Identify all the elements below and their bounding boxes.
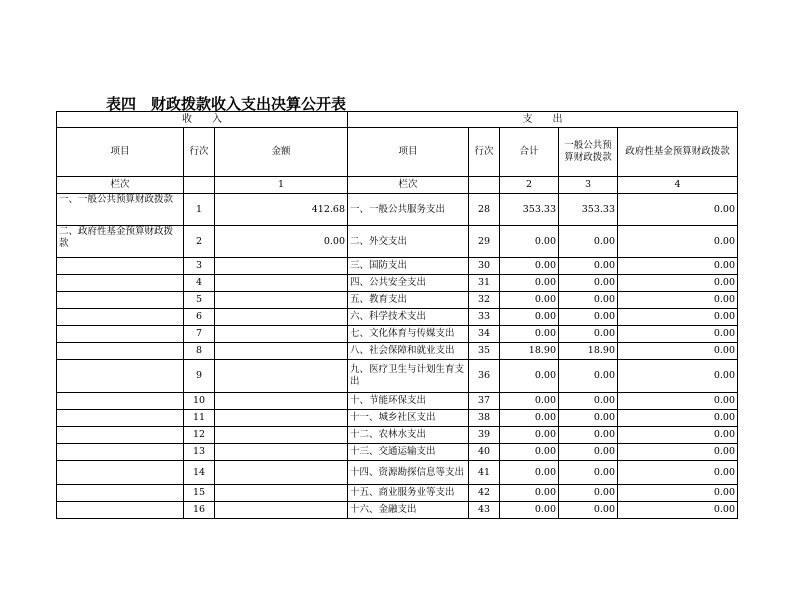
total-cell: 0.00 (500, 258, 559, 275)
expense-line-cell: 28 (469, 194, 500, 226)
income-line-empty (184, 177, 215, 194)
fund-col-no: 4 (618, 177, 738, 194)
income-amount-header: 金额 (215, 128, 348, 177)
income-line-cell: 6 (184, 309, 215, 326)
gov-fund-cell: 0.00 (618, 393, 738, 410)
table-row (57, 226, 738, 258)
total-cell: 0.00 (500, 410, 559, 427)
expense-line-cell: 38 (469, 410, 500, 427)
expense-item-cell: 十、节能环保支出 (348, 393, 469, 410)
total-cell: 0.00 (500, 326, 559, 343)
table-row (57, 343, 738, 360)
total-cell: 0.00 (500, 461, 559, 485)
expense-line-cell: 30 (469, 258, 500, 275)
expense-item-cell: 十六、金融支出 (348, 502, 469, 519)
income-item-cell (57, 258, 184, 275)
table-row (57, 292, 738, 309)
income-item-cell (57, 427, 184, 444)
income-line-cell: 14 (184, 461, 215, 485)
gov-fund-cell: 0.00 (618, 485, 738, 502)
general-budget-cell: 0.00 (559, 393, 618, 410)
income-item-cell (57, 502, 184, 519)
income-amount-cell (215, 485, 348, 502)
total-cell: 18.90 (500, 343, 559, 360)
gov-fund-cell: 0.00 (618, 427, 738, 444)
general-budget-cell: 0.00 (559, 485, 618, 502)
income-item-cell (57, 410, 184, 427)
expense-line-cell: 41 (469, 461, 500, 485)
expense-item-cell: 十四、资源勘探信息等支出 (348, 461, 469, 485)
expense-item-cell: 一、一般公共服务支出 (348, 194, 469, 226)
gov-fund-cell: 0.00 (618, 444, 738, 461)
income-line-cell: 13 (184, 444, 215, 461)
expense-item-cell: 九、医疗卫生与计划生育支出 (348, 360, 469, 393)
expense-line-cell: 35 (469, 343, 500, 360)
income-line-header: 行次 (184, 128, 215, 177)
gov-fund-cell: 0.00 (618, 258, 738, 275)
expense-column-label: 栏次 (348, 177, 469, 194)
header-row-column-numbers (57, 177, 738, 194)
income-line-cell: 8 (184, 343, 215, 360)
total-cell: 0.00 (500, 427, 559, 444)
expense-line-cell: 34 (469, 326, 500, 343)
total-cell: 0.00 (500, 444, 559, 461)
general-budget-cell: 0.00 (559, 461, 618, 485)
general-budget-cell: 0.00 (559, 292, 618, 309)
table-row (57, 427, 738, 444)
income-amount-cell (215, 258, 348, 275)
income-item-header: 项目 (57, 128, 184, 177)
table-row (57, 444, 738, 461)
income-line-cell: 7 (184, 326, 215, 343)
gov-fund-cell: 0.00 (618, 309, 738, 326)
income-line-cell: 9 (184, 360, 215, 393)
income-line-cell: 10 (184, 393, 215, 410)
general-col-no: 3 (559, 177, 618, 194)
table-row (57, 309, 738, 326)
expense-line-cell: 43 (469, 502, 500, 519)
header-row-columns (57, 128, 738, 177)
table-row (57, 194, 738, 226)
income-line-cell: 3 (184, 258, 215, 275)
income-line-cell: 5 (184, 292, 215, 309)
gov-fund-cell: 0.00 (618, 410, 738, 427)
expense-item-cell: 七、文化体育与传媒支出 (348, 326, 469, 343)
general-budget-cell: 0.00 (559, 502, 618, 519)
general-budget-cell: 0.00 (559, 309, 618, 326)
income-amount-cell: 412.68 (215, 194, 348, 226)
general-budget-cell: 0.00 (559, 410, 618, 427)
header-row-sections (57, 112, 738, 128)
table-row (57, 326, 738, 343)
income-amount-cell (215, 292, 348, 309)
income-amount-cell (215, 393, 348, 410)
general-budget-cell: 0.00 (559, 275, 618, 292)
gov-fund-cell: 0.00 (618, 360, 738, 393)
income-amount-cell (215, 427, 348, 444)
expense-line-header: 行次 (469, 128, 500, 177)
income-line-cell: 4 (184, 275, 215, 292)
expense-item-cell: 五、教育支出 (348, 292, 469, 309)
total-cell: 0.00 (500, 393, 559, 410)
income-column-label: 栏次 (57, 177, 184, 194)
total-cell: 0.00 (500, 309, 559, 326)
income-amount-cell (215, 461, 348, 485)
income-line-cell: 2 (184, 226, 215, 258)
expense-item-cell: 十五、商业服务业等支出 (348, 485, 469, 502)
gov-fund-cell: 0.00 (618, 292, 738, 309)
expense-line-empty (469, 177, 500, 194)
expense-item-cell: 十三、交通运输支出 (348, 444, 469, 461)
income-item-cell (57, 461, 184, 485)
income-item-cell (57, 343, 184, 360)
income-item-cell (57, 309, 184, 326)
gov-fund-cell: 0.00 (618, 461, 738, 485)
general-budget-cell: 0.00 (559, 226, 618, 258)
fiscal-table (56, 111, 738, 519)
expense-line-cell: 32 (469, 292, 500, 309)
expense-item-header: 项目 (348, 128, 469, 177)
general-budget-cell: 0.00 (559, 360, 618, 393)
expense-item-cell: 四、公共安全支出 (348, 275, 469, 292)
general-budget-cell: 0.00 (559, 427, 618, 444)
expense-item-cell: 二、外交支出 (348, 226, 469, 258)
income-amount-cell (215, 326, 348, 343)
income-amount-cell (215, 360, 348, 393)
total-cell: 0.00 (500, 502, 559, 519)
total-cell: 0.00 (500, 226, 559, 258)
income-item-cell: 二、政府性基金预算财政拨款 (57, 226, 184, 258)
table-row (57, 410, 738, 427)
gov-fund-cell: 0.00 (618, 275, 738, 292)
table-row (57, 258, 738, 275)
total-header: 合计 (500, 128, 559, 177)
income-section-header: 收 入 (57, 112, 348, 128)
table-row (57, 485, 738, 502)
income-amount-cell (215, 444, 348, 461)
total-cell: 0.00 (500, 485, 559, 502)
income-amount-cell (215, 502, 348, 519)
expense-item-cell: 十一、城乡社区支出 (348, 410, 469, 427)
expense-line-cell: 36 (469, 360, 500, 393)
gov-fund-cell: 0.00 (618, 343, 738, 360)
expense-item-cell: 六、科学技术支出 (348, 309, 469, 326)
expense-item-cell: 十二、农林水支出 (348, 427, 469, 444)
income-item-cell (57, 393, 184, 410)
general-budget-cell: 0.00 (559, 326, 618, 343)
total-col-no: 2 (500, 177, 559, 194)
general-budget-cell: 353.33 (559, 194, 618, 226)
expense-line-cell: 37 (469, 393, 500, 410)
table-row (57, 461, 738, 485)
income-amount-cell (215, 275, 348, 292)
income-item-cell: 一、一般公共预算财政拨款 (57, 194, 184, 226)
income-amount-cell (215, 309, 348, 326)
income-item-cell (57, 326, 184, 343)
income-line-cell: 11 (184, 410, 215, 427)
table-row (57, 502, 738, 519)
total-cell: 0.00 (500, 360, 559, 393)
table-title: 表四 财政拨款收入支出决算公开表 (106, 95, 347, 113)
income-item-cell (57, 444, 184, 461)
expense-line-cell: 42 (469, 485, 500, 502)
income-amount-col-no: 1 (215, 177, 348, 194)
income-line-cell: 1 (184, 194, 215, 226)
total-cell: 0.00 (500, 275, 559, 292)
income-amount-cell (215, 343, 348, 360)
table-row (57, 393, 738, 410)
income-amount-cell (215, 410, 348, 427)
expense-section-header: 支 出 (348, 112, 738, 128)
gov-fund-header: 政府性基金预算财政拨款 (618, 128, 738, 177)
expense-item-cell: 八、社会保障和就业支出 (348, 343, 469, 360)
gov-fund-cell: 0.00 (618, 226, 738, 258)
expense-line-cell: 29 (469, 226, 500, 258)
income-item-cell (57, 485, 184, 502)
expense-line-cell: 39 (469, 427, 500, 444)
table-row (57, 275, 738, 292)
income-amount-cell: 0.00 (215, 226, 348, 258)
table-row (57, 360, 738, 393)
expense-line-cell: 40 (469, 444, 500, 461)
income-item-cell (57, 360, 184, 393)
income-line-cell: 12 (184, 427, 215, 444)
expense-item-cell: 三、国防支出 (348, 258, 469, 275)
expense-line-cell: 33 (469, 309, 500, 326)
general-budget-header: 一般公共预算财政拨款 (559, 128, 618, 177)
income-line-cell: 16 (184, 502, 215, 519)
gov-fund-cell: 0.00 (618, 502, 738, 519)
income-item-cell (57, 275, 184, 292)
general-budget-cell: 0.00 (559, 258, 618, 275)
gov-fund-cell: 0.00 (618, 194, 738, 226)
income-item-cell (57, 292, 184, 309)
general-budget-cell: 18.90 (559, 343, 618, 360)
total-cell: 353.33 (500, 194, 559, 226)
general-budget-cell: 0.00 (559, 444, 618, 461)
table-body (57, 112, 738, 519)
income-line-cell: 15 (184, 485, 215, 502)
gov-fund-cell: 0.00 (618, 326, 738, 343)
expense-line-cell: 31 (469, 275, 500, 292)
total-cell: 0.00 (500, 292, 559, 309)
